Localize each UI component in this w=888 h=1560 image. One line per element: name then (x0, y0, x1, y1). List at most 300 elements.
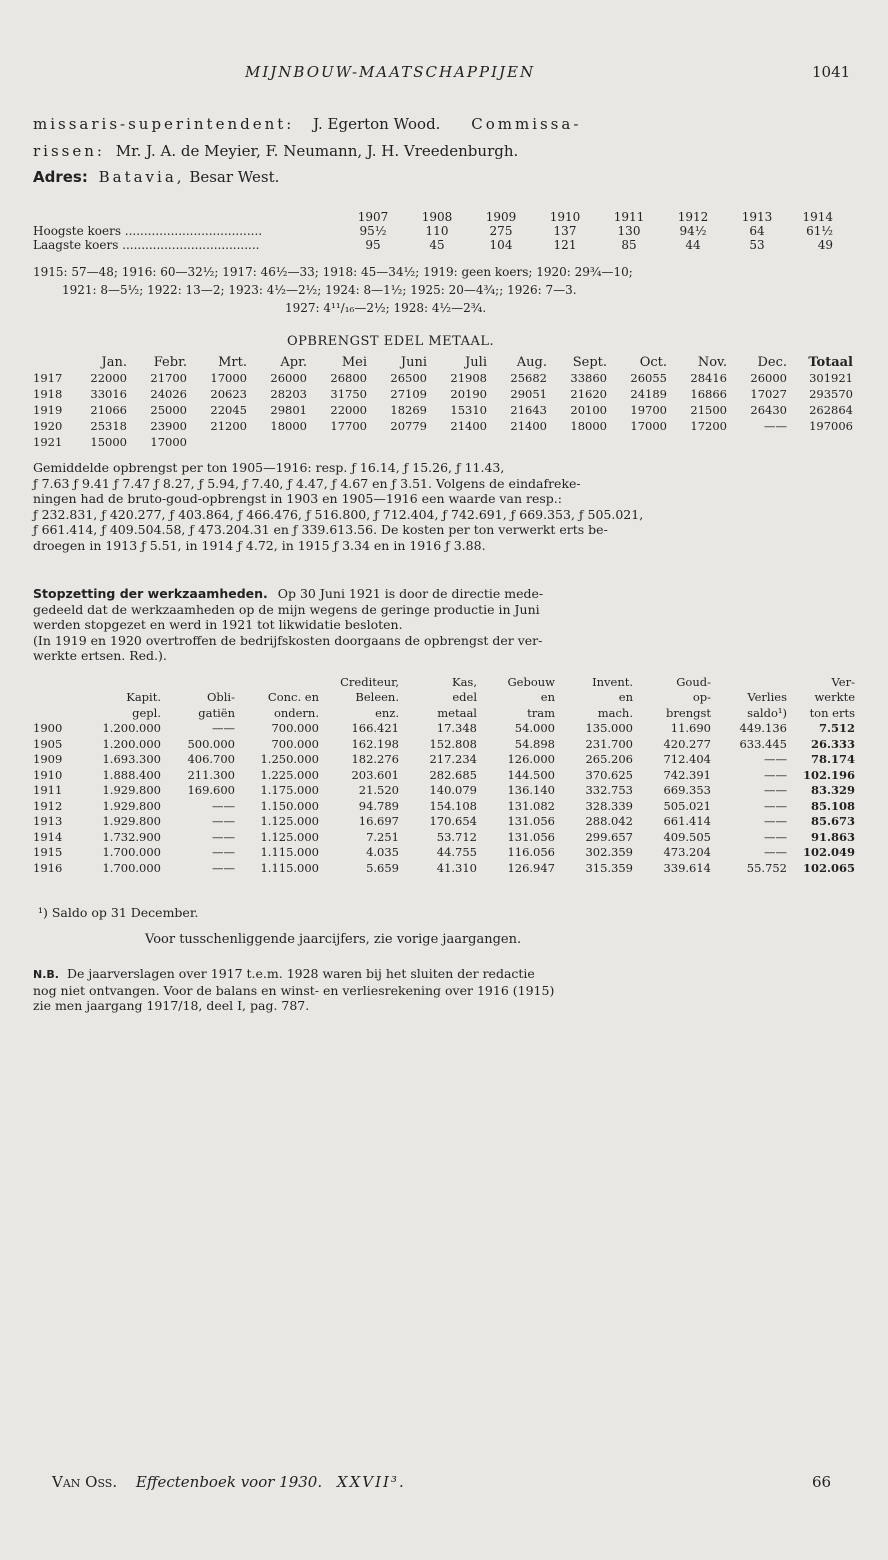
row-year: 1919 (33, 403, 63, 417)
cell: 1.250.000 (260, 752, 319, 767)
cell: —— (764, 829, 787, 844)
year-cell: 1914 (802, 210, 833, 224)
cell: 102.196 (802, 767, 855, 782)
cell: 17200 (690, 419, 727, 433)
koers-label: Hoogste koers .................................... (33, 224, 263, 238)
koers-cell: 53 (749, 238, 765, 252)
cell: 44.755 (436, 845, 477, 860)
koers-cell: 49 (817, 238, 833, 252)
paragraph-line: werden stopgezet en werd in 1921 tot likwidatie besloten. (33, 617, 403, 632)
cell: 26055 (630, 371, 667, 385)
cell: 126.000 (507, 752, 555, 767)
column-header: en (540, 690, 555, 705)
cell: 18269 (390, 403, 427, 417)
cell: 182.276 (351, 752, 399, 767)
cell: 473.204 (663, 845, 711, 860)
cell: 33860 (570, 371, 607, 385)
koers-cell: 85 (621, 238, 637, 252)
cell: 54.898 (514, 736, 555, 751)
cell: 31750 (330, 387, 367, 401)
paragraph-line: ningen had de bruto-goud-opbrengst in 1903 en 1905—1916 een waarde van resp.: (33, 491, 562, 506)
commissarissen-names: Mr. J. A. de Meyier, F. Neumann, J. H. Vreedenburgh. (115, 142, 519, 160)
adres-label: Adres: (33, 168, 88, 186)
nb-label: N.B. (33, 968, 59, 981)
cell: 26.333 (810, 736, 855, 751)
cell: 7.251 (366, 829, 399, 844)
cell: 339.614 (663, 860, 711, 875)
adres-city: Batavia, (98, 168, 185, 186)
koers-row-laagste (33, 238, 833, 252)
month-header: Mei (341, 354, 367, 370)
cell: —— (764, 419, 787, 433)
cell: 26500 (390, 371, 427, 385)
cell: 700.000 (271, 721, 319, 736)
cell: 17700 (330, 419, 367, 433)
cell: 22000 (330, 403, 367, 417)
month-header: Apr. (280, 354, 307, 370)
cell: 1.125.000 (260, 814, 319, 829)
cell: 301921 (809, 371, 853, 385)
koers-header-row (33, 210, 833, 224)
footer-page-number: 66 (812, 1473, 832, 1491)
balans-header-row (33, 674, 859, 690)
cell: 17000 (210, 371, 247, 385)
balans-row (33, 845, 859, 861)
cell: —— (212, 860, 235, 875)
cell: 1.175.000 (260, 783, 319, 798)
commissarissen-label: rissen: (33, 142, 105, 160)
column-header: saldo¹) (747, 705, 787, 720)
cell: 131.056 (507, 829, 555, 844)
cell: 19700 (630, 403, 667, 417)
cell: 18000 (270, 419, 307, 433)
row-year: 1920 (33, 419, 63, 433)
cell: 293570 (809, 387, 853, 401)
cell: 17000 (150, 435, 187, 449)
row-year: 1910 (33, 767, 63, 782)
cell: —— (212, 814, 235, 829)
cell (371, 434, 431, 450)
cell: 26000 (750, 371, 787, 385)
column-header: ondern. (273, 705, 319, 720)
koers-cell: 95½ (359, 224, 387, 238)
paragraph-line: gedeeld dat de werkzaamheden op de mijn wegens de geringe productie in Juni (33, 601, 540, 617)
balans-body (33, 721, 859, 876)
cell: 505.021 (663, 798, 711, 813)
row-year: 1921 (33, 435, 63, 449)
cell: —— (764, 783, 787, 798)
row-year: 1918 (33, 387, 63, 401)
cell: 26430 (750, 403, 787, 417)
year-cell: 1913 (741, 210, 773, 224)
row-year: 1900 (33, 721, 63, 736)
cell: 409.505 (663, 829, 711, 844)
row-year: 1917 (33, 371, 63, 385)
paragraph-line: Op 30 Juni 1921 is door de directie mede- (277, 586, 544, 601)
cell: 17.348 (436, 721, 477, 736)
balans-row (33, 736, 859, 752)
cell: 4.035 (366, 845, 399, 860)
cell: 11.690 (670, 721, 711, 736)
cell: 449.136 (739, 721, 787, 736)
cell: 5.659 (366, 860, 399, 875)
cell: 1.888.400 (102, 767, 161, 782)
cell: 136.140 (507, 783, 555, 798)
stopzetting-heading: Stopzetting der werkzaamheden. (33, 586, 268, 601)
cell: 144.500 (507, 767, 555, 782)
cell: 21.520 (358, 783, 399, 798)
total-header: Totaal (808, 354, 853, 370)
nb-text: nog niet ontvangen. Voor de balans en winst- en verliesrekening over 1916 (1915) (33, 982, 555, 998)
cell (311, 434, 371, 450)
column-header: Invent. (592, 674, 633, 689)
balans-row (33, 860, 859, 876)
cell (791, 434, 857, 450)
cell: 1.693.300 (102, 752, 161, 767)
cell: 700.000 (271, 736, 319, 751)
nb-text: zie men jaargang 1917/18, deel I, pag. 787. (33, 998, 310, 1013)
column-header: Gebouw (507, 674, 555, 689)
koers-table (33, 210, 833, 252)
opbrengst-header-row (33, 354, 857, 370)
column-header: Ver- (831, 674, 855, 689)
paragraph-line: droegen in 1913 ƒ 5.51, in 1914 ƒ 4.72, in 1915 ƒ 3.34 en in 1916 ƒ 3.88. (33, 537, 486, 553)
gemiddelde-paragraph (33, 460, 643, 553)
cell: —— (764, 752, 787, 767)
opbrengst-row (33, 386, 857, 402)
cell: 1.929.800 (102, 783, 161, 798)
cell: 20100 (570, 403, 607, 417)
cell: 21400 (450, 419, 487, 433)
column-header: en (618, 690, 633, 705)
cell: 29051 (510, 387, 547, 401)
cell (431, 434, 491, 450)
cell: —— (764, 814, 787, 829)
cell: 85.108 (810, 798, 855, 813)
cell: 41.310 (436, 860, 477, 875)
cell: 25318 (90, 419, 127, 433)
running-title: MIJNBOUW-MAATSCHAPPIJEN (245, 63, 536, 81)
cell: 16.697 (358, 814, 399, 829)
cell: 91.863 (810, 829, 855, 844)
column-header: tram (527, 705, 555, 720)
cell: 169.600 (187, 783, 235, 798)
year-cell: 1908 (421, 210, 453, 224)
column-header: Conc. en (267, 690, 319, 705)
cell: 28203 (270, 387, 307, 401)
cell: 21908 (450, 371, 487, 385)
cell: 21643 (510, 403, 547, 417)
cell: 18000 (570, 419, 607, 433)
cell: 211.300 (187, 767, 235, 782)
column-header (71, 674, 165, 690)
koers-cell: 110 (425, 224, 449, 238)
koers-note-3: 1927: 4¹¹/₁₆—2½; 1928: 4½—2¾. (285, 301, 487, 315)
koers-cell: 64 (749, 224, 765, 238)
footer-volume: XXVII³. (336, 1473, 406, 1491)
column-header: Crediteur, (340, 674, 399, 689)
year-cell: 1907 (357, 210, 389, 224)
paragraph-line: (In 1919 en 1920 overtroffen de bedrijfskosten doorgaans de opbrengst der ver- (33, 632, 543, 648)
footer-book-title: Effectenboek voor 1930. (135, 1473, 323, 1491)
nb-text: De jaarverslagen over 1917 t.e.m. 1928 waren bij het sluiten der redactie (66, 966, 535, 981)
row-year: 1909 (33, 752, 63, 767)
cell: —— (212, 798, 235, 813)
intro-label-2: Commissa- (471, 115, 582, 133)
column-header (715, 674, 791, 690)
paragraph-line: ƒ 7.63 ƒ 9.41 ƒ 7.47 ƒ 8.27, ƒ 5.94, ƒ 7.40, ƒ 4.47, ƒ 4.67 en ƒ 3.51. Volgens de eindafreke- (33, 475, 581, 491)
cell: 1.929.800 (102, 798, 161, 813)
cell: 1.929.800 (102, 814, 161, 829)
balans-row (33, 829, 859, 845)
cell: 28416 (690, 371, 727, 385)
opbrengst-row (33, 370, 857, 386)
koers-note-1: 1915: 57—48; 1916: 60—32½; 1917: 46½—33; 1918: 45—34½; 1919: geen koers; 1920: 29¾—10; (33, 265, 633, 279)
intro-line-1 (33, 115, 581, 133)
cell: 78.174 (810, 752, 855, 767)
cell: 21620 (570, 387, 607, 401)
cell: 15310 (450, 403, 487, 417)
cell: 22000 (90, 371, 127, 385)
cell: 7.512 (818, 721, 855, 736)
cell: 25682 (510, 371, 547, 385)
cell: 20779 (390, 419, 427, 433)
koers-cell: 121 (553, 238, 577, 252)
cell: 166.421 (351, 721, 399, 736)
cell: 282.685 (429, 767, 477, 782)
column-header: Beleen. (355, 690, 399, 705)
cell: 328.339 (585, 798, 633, 813)
cell: 633.445 (739, 736, 787, 751)
column-header (165, 674, 239, 690)
opbrengst-row (33, 402, 857, 418)
month-header: Juni (400, 354, 427, 370)
cell: 500.000 (187, 736, 235, 751)
cell: 54.000 (514, 721, 555, 736)
koers-cell: 94½ (679, 224, 707, 238)
koers-cell: 130 (617, 224, 641, 238)
balans-row (33, 767, 859, 783)
balans-table (33, 674, 859, 876)
row-year: 1905 (33, 736, 63, 751)
cell: 661.414 (663, 814, 711, 829)
balans-row (33, 783, 859, 799)
cell: 154.108 (429, 798, 477, 813)
year-cell: 1912 (677, 210, 709, 224)
opbrengst-row (33, 418, 857, 434)
footer-author: Van Oss. (52, 1473, 118, 1491)
column-header (239, 674, 323, 690)
page-number: 1041 (812, 63, 851, 81)
balans-header-row (33, 690, 859, 706)
cell: 1.700.000 (102, 860, 161, 875)
cell: —— (764, 798, 787, 813)
cell: 21200 (210, 419, 247, 433)
koers-cell: 95 (365, 238, 381, 252)
month-header: Nov. (697, 354, 727, 370)
cell: 170.654 (429, 814, 477, 829)
column-header: Kas, (451, 674, 477, 689)
cell (251, 434, 311, 450)
balans-row (33, 752, 859, 768)
cell: 370.625 (585, 767, 633, 782)
cell: 1.200.000 (102, 721, 161, 736)
cell: 332.753 (585, 783, 633, 798)
intro-label: missaris-superintendent: (33, 115, 295, 133)
cell: —— (764, 845, 787, 860)
row-year: 1912 (33, 798, 63, 813)
stopzetting-line-1 (33, 586, 543, 602)
cell: 288.042 (585, 814, 633, 829)
cell (731, 434, 791, 450)
cell: 33016 (90, 387, 127, 401)
cell: 742.391 (663, 767, 711, 782)
cell: 26000 (270, 371, 307, 385)
column-header: ton erts (809, 705, 855, 720)
column-header: edel (452, 690, 477, 705)
koers-note-2: 1921: 8—5½; 1922: 13—2; 1923: 4½—2½; 1924: 8—1½; 1925: 20—4¾;; 1926: 7—3. (62, 283, 577, 297)
cell: 299.657 (585, 829, 633, 844)
opbrengst-row (33, 434, 857, 450)
cell: 21066 (90, 403, 127, 417)
cell: 131.056 (507, 814, 555, 829)
cell: 102.049 (802, 845, 855, 860)
cell: —— (764, 767, 787, 782)
cell: 23900 (150, 419, 187, 433)
cell: 21400 (510, 419, 547, 433)
cell: 197006 (809, 419, 853, 433)
cell: 27109 (390, 387, 427, 401)
stopzetting-paragraph (33, 586, 543, 664)
cell: 231.700 (585, 736, 633, 751)
row-year: 1915 (33, 845, 63, 860)
opbrengst-title: OPBRENGST EDEL METAAL. (287, 334, 495, 349)
cell: 55.752 (746, 860, 787, 875)
cell: 83.329 (810, 783, 855, 798)
cell (551, 434, 611, 450)
cell: 20623 (210, 387, 247, 401)
cell: 135.000 (585, 721, 633, 736)
koers-cell: 104 (489, 238, 513, 252)
month-header: Sept. (572, 354, 607, 370)
tusschenliggende-note: Voor tusschenliggende jaarcijfers, zie vorige jaargangen. (145, 932, 522, 947)
month-header: Juli (465, 354, 487, 370)
month-header: Dec. (757, 354, 787, 370)
cell: 1.115.000 (260, 845, 319, 860)
month-header: Oct. (639, 354, 667, 370)
nb-note (33, 966, 554, 1014)
cell: 16866 (690, 387, 727, 401)
balans-row (33, 814, 859, 830)
cell: 25000 (150, 403, 187, 417)
year-cell: 1911 (613, 210, 645, 224)
koers-cell: 44 (685, 238, 701, 252)
nb-line-1 (33, 966, 554, 983)
cell: —— (212, 721, 235, 736)
intro-line-3 (33, 168, 279, 186)
cell: 85.673 (810, 814, 855, 829)
cell: 162.198 (351, 736, 399, 751)
year-cell: 1910 (549, 210, 581, 224)
column-header: metaal (437, 705, 477, 720)
footer-left (52, 1473, 406, 1491)
balans-header-row (33, 705, 859, 721)
koers-cell: 275 (489, 224, 513, 238)
cell: 669.353 (663, 783, 711, 798)
intro-name: J. Egerton Wood. (313, 115, 441, 133)
cell: —— (212, 845, 235, 860)
year-cell: 1909 (485, 210, 517, 224)
koers-cell: 61½ (806, 224, 833, 238)
month-header: Febr. (153, 354, 187, 370)
intro-line-2 (33, 142, 518, 160)
cell: 17000 (630, 419, 667, 433)
cell: 21700 (150, 371, 187, 385)
cell: 131.082 (507, 798, 555, 813)
paragraph-line: ƒ 232.831, ƒ 420.277, ƒ 403.864, ƒ 466.476, ƒ 516.800, ƒ 712.404, ƒ 742.691, ƒ 669.353, ƒ 505.021, (33, 506, 644, 522)
cell: 1.125.000 (260, 829, 319, 844)
cell: 94.789 (358, 798, 399, 813)
column-header: Kapit. (126, 690, 161, 705)
cell (191, 434, 251, 450)
month-header: Aug. (516, 354, 547, 370)
cell: 1.150.000 (260, 798, 319, 813)
balans-row (33, 721, 859, 737)
balans-row (33, 798, 859, 814)
cell: 1.700.000 (102, 845, 161, 860)
paragraph-line: ƒ 661.414, ƒ 409.504.58, ƒ 473.204.31 en ƒ 339.613.56. De kosten per ton verwerkt erts be- (33, 522, 608, 537)
koers-cell: 137 (553, 224, 577, 238)
column-header: gatiën (198, 705, 235, 720)
column-header: enz. (375, 705, 399, 720)
cell: 265.206 (585, 752, 633, 767)
koers-row-hoogste (33, 224, 833, 238)
cell: 21500 (690, 403, 727, 417)
cell: 15000 (90, 435, 127, 449)
cell: 1.115.000 (260, 860, 319, 875)
cell: 17027 (750, 387, 787, 401)
paragraph-line: Gemiddelde opbrengst per ton 1905—1916: resp. ƒ 16.14, ƒ 15.26, ƒ 11.43, (33, 460, 505, 475)
month-header: Jan. (101, 354, 127, 370)
koers-cell: 45 (429, 238, 445, 252)
cell: 24189 (630, 387, 667, 401)
row-year: 1914 (33, 829, 63, 844)
column-header: werkte (814, 690, 855, 705)
cell: 217.234 (429, 752, 477, 767)
cell: 22045 (210, 403, 247, 417)
row-year: 1916 (33, 860, 63, 875)
cell: 102.065 (802, 860, 855, 875)
cell (491, 434, 551, 450)
cell: 29801 (270, 403, 307, 417)
column-header: Obli- (206, 690, 235, 705)
cell: 712.404 (663, 752, 711, 767)
column-header: Verlies (747, 690, 787, 705)
row-year: 1911 (33, 783, 63, 798)
cell: 1.200.000 (102, 736, 161, 751)
cell: 302.359 (585, 845, 633, 860)
cell: 406.700 (187, 752, 235, 767)
cell: —— (212, 829, 235, 844)
cell: 262864 (809, 403, 853, 417)
column-header: Goud- (676, 674, 711, 689)
cell: 420.277 (663, 736, 711, 751)
column-header: gepl. (132, 705, 161, 720)
cell: 203.601 (351, 767, 399, 782)
column-header: mach. (597, 705, 633, 720)
cell (671, 434, 731, 450)
adres-street: Besar West. (189, 168, 280, 186)
